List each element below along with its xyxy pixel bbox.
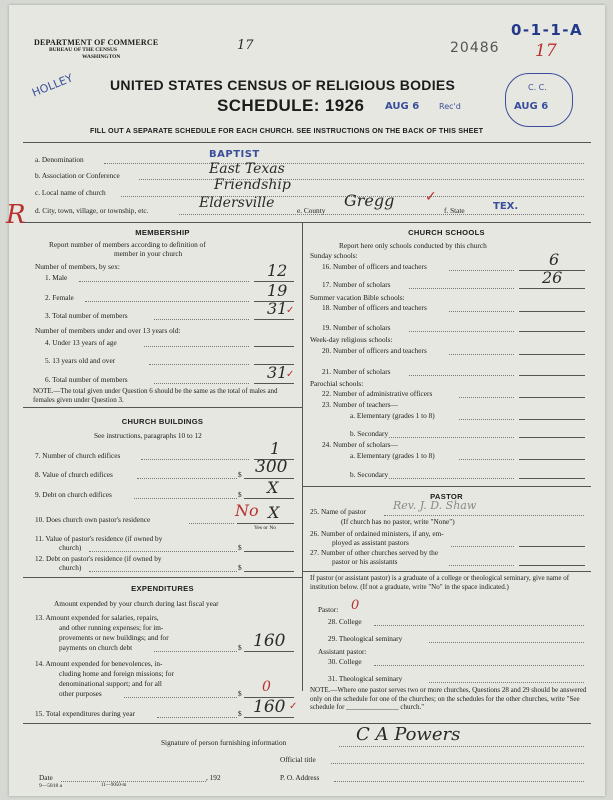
date-year: , 192 [206, 773, 221, 782]
received-label: Rec'd [439, 102, 461, 111]
church-name-value: Friendship [214, 177, 291, 193]
q12-label-2: church) [59, 563, 82, 572]
expenditures-title: EXPENDITURES [131, 584, 194, 593]
q29-label: 29. Theological seminary [328, 634, 403, 643]
graduate-note: If pastor (or assistant pastor) is a graduate of a college or theological seminary, give name of institution below. (If not a graduate, write "No" in the space indicated.) [310, 574, 570, 591]
membership-title: MEMBERSHIP [135, 228, 190, 237]
buildings-title: CHURCH BUILDINGS [121, 417, 204, 426]
q18-label: 18. Number of officers and teachers [322, 303, 427, 312]
city-value: Eldersville [199, 195, 275, 211]
form-number: 17 [237, 38, 254, 53]
summer-schools-header: Summer vacation Bible schools: [310, 293, 405, 302]
q8-dollar: $ [238, 470, 242, 479]
schools-intro: Report here only schools conducted by this church [339, 241, 487, 250]
q13-label-1: 13. Amount expended for salaries, repairs, [35, 613, 159, 622]
q25-note: (If church has no pastor, write "None") [341, 517, 455, 526]
q9-label: 9. Debt on church edifices [35, 490, 112, 499]
cc-stamp-date: AUG 6 [514, 101, 549, 112]
county-label: e. County [297, 206, 326, 215]
q14-label-3: denominational support; and for all [59, 679, 162, 688]
q23b-label: b. Secondary [350, 429, 389, 438]
membership-intro-1: Report number of members according to definition of [49, 240, 206, 249]
received-date: AUG 6 [385, 101, 420, 112]
city: WASHINGTON [82, 54, 121, 60]
q5-label: 5. 13 years old and over [45, 356, 116, 365]
q14-label-1: 14. Amount expended for benevolences, in- [35, 659, 163, 668]
instructions: FILL OUT A SEPARATE SCHEDULE FOR EACH CHURCH. SEE INSTRUCTIONS ON THE BACK OF THIS SHEET [90, 126, 484, 135]
official-title-label: Official title [280, 755, 316, 764]
q17-label: 17. Number of scholars [322, 280, 391, 289]
q9-value: X [267, 478, 279, 497]
q8-value: 300 [255, 457, 288, 477]
form-code: 9—5818 a [39, 783, 63, 789]
sex-header: Number of members, by sex: [35, 262, 120, 271]
final-note: NOTE.—Where one pastor serves two or more churches, Questions 28 and 29 should be answered only on the schedule for one of the churches; on the schedules for the other churches, write "See schedule for _______________ church." [310, 686, 587, 711]
q14-label-2: cluding home and foreign missions; for [59, 669, 174, 678]
holley-stamp: HOLLEY [30, 71, 75, 100]
q15-value: 160 [253, 697, 286, 717]
expenditures-intro: Amount expended by your church during last fiscal year [54, 599, 219, 608]
assistant-pastor-label: Assistant pastor: [318, 647, 367, 656]
q9-dollar: $ [238, 490, 242, 499]
schedule-title: SCHEDULE: 1926 [217, 96, 365, 115]
code-stamp: 0-1-1-A [511, 21, 584, 39]
q10-label: 10. Does church own pastor's residence [35, 515, 151, 524]
q25-label: 25. Name of pastor [310, 507, 366, 516]
q28-label: 28. College [328, 617, 362, 626]
q21-label: 21. Number of scholars [322, 367, 391, 376]
membership-intro-2: member in your church [114, 249, 183, 258]
q24a-label: a. Elementary (grades 1 to 8) [350, 451, 435, 460]
department: DEPARTMENT OF COMMERCE [34, 38, 159, 47]
q7-value: 1 [270, 439, 281, 458]
q11-label-1: 11. Value of pastor's residence (if owned by [35, 534, 163, 543]
po-address-label: P. O. Address [280, 773, 320, 782]
church-name-label: c. Local name of church [35, 188, 106, 197]
parochial-schools-header: Parochial schools: [310, 379, 364, 388]
q1-value: 12 [267, 261, 288, 280]
bureau: BUREAU OF THE CENSUS [49, 47, 118, 53]
q2-value: 19 [267, 281, 288, 300]
q26-label-1: 26. Number of ordained ministers, if any, em- [310, 529, 444, 538]
signature-value: C A Powers [356, 724, 461, 745]
q13-label-3: provements or new buildings; and for [59, 633, 169, 642]
q3-value: 31 [267, 299, 288, 318]
census-schedule-sheet [6, 5, 605, 796]
print-code: 11—9050-m [101, 783, 127, 788]
q23-label: 23. Number of teachers— [322, 400, 398, 409]
denomination-value: BAPTIST [209, 149, 260, 160]
q14-label-4: other purposes [59, 689, 102, 698]
q13-dollar: $ [238, 643, 242, 652]
q6-check-mark: ✓ [286, 369, 295, 380]
membership-note: NOTE.—The total given under Question 6 should be the same as the total of males and females given under Question 3. [33, 387, 278, 404]
q16-value: 6 [549, 250, 560, 269]
q3-label: 3. Total number of members [45, 311, 128, 320]
q3-check-mark: ✓ [286, 305, 295, 316]
q6-label: 6. Total number of members [45, 375, 128, 384]
q13-label-2: and other running expenses; for im- [59, 623, 164, 632]
q27-label-2: pastor or his assistants [332, 557, 398, 566]
q26-label-2: ployed as assistant pastors [332, 538, 409, 547]
q10-value-no: No [235, 501, 259, 520]
q17-value: 26 [542, 268, 563, 287]
buildings-intro: See instructions, paragraphs 10 to 12 [94, 431, 202, 440]
association-value: East Texas [209, 161, 285, 177]
q16-label: 16. Number of officers and teachers [322, 262, 427, 271]
q27-label-1: 27. Number of other churches served by the [310, 548, 439, 557]
q25-value: Rev. J. D. Shaw [393, 499, 477, 512]
q19-label: 19. Number of scholars [322, 323, 391, 332]
q6-value: 31 [267, 363, 288, 382]
form-title: UNITED STATES CENSUS OF RELIGIOUS BODIES [110, 77, 456, 93]
cc-stamp [505, 73, 573, 127]
q15-check-mark: ✓ [289, 701, 298, 712]
date-label: Date [39, 773, 53, 782]
q15-dollar: $ [238, 709, 242, 718]
county-check-mark: ✓ [425, 189, 437, 205]
q14-value: 0 [262, 679, 271, 695]
q12-label-1: 12. Debt on pastor's residence (if owned by [35, 554, 162, 563]
signature-label: Signature of person furnishing information [161, 738, 287, 747]
q8-label: 8. Value of church edifices [35, 470, 113, 479]
city-label: d. City, town, village, or township, etc. [35, 206, 149, 215]
q11-dollar: $ [238, 543, 242, 552]
sunday-schools-header: Sunday schools: [310, 251, 358, 260]
q14-dollar: $ [238, 689, 242, 698]
q12-dollar: $ [238, 563, 242, 572]
q23a-label: a. Elementary (grades 1 to 8) [350, 411, 435, 420]
q1-label: 1. Male [45, 273, 68, 282]
q11-label-2: church) [59, 543, 82, 552]
weekday-schools-header: Week-day religious schools: [310, 335, 393, 344]
q2-label: 2. Female [45, 293, 74, 302]
q13-label-4: payments on church debt [59, 643, 133, 652]
q30-label: 30. College [328, 657, 362, 666]
q22-label: 22. Number of administrative officers [322, 389, 433, 398]
cc-stamp-label: C. C. [528, 83, 547, 92]
age-header: Number of members under and over 13 years old: [35, 326, 181, 335]
schools-title: CHURCH SCHOOLS [408, 228, 485, 237]
q15-label: 15. Total expenditures during year [35, 709, 136, 718]
margin-mark: R [6, 200, 26, 230]
state-label: f. State [444, 206, 465, 215]
pastor-value: 0 [351, 598, 360, 613]
pastor-label: Pastor: [318, 605, 339, 614]
serial-number: 20486 [450, 40, 500, 56]
association-label: b. Association or Conference [35, 171, 120, 180]
q10-value-x: X [268, 503, 280, 522]
q7-label: 7. Number of church edifices [35, 451, 121, 460]
q13-value: 160 [253, 631, 286, 651]
state-value: TEX. [493, 201, 519, 212]
q24-label: 24. Number of scholars— [322, 440, 398, 449]
yes-no-hint: Yes or No [254, 525, 277, 531]
q4-label: 4. Under 13 years of age [45, 338, 117, 347]
denomination-label: a. Denomination [35, 155, 84, 164]
q20-label: 20. Number of officers and teachers [322, 346, 427, 355]
q24b-label: b. Secondary [350, 470, 389, 479]
county-value: Gregg [344, 191, 395, 210]
q31-label: 31. Theological seminary [328, 674, 403, 683]
pastor-title: PASTOR [430, 492, 463, 501]
code-number: 17 [535, 41, 557, 61]
